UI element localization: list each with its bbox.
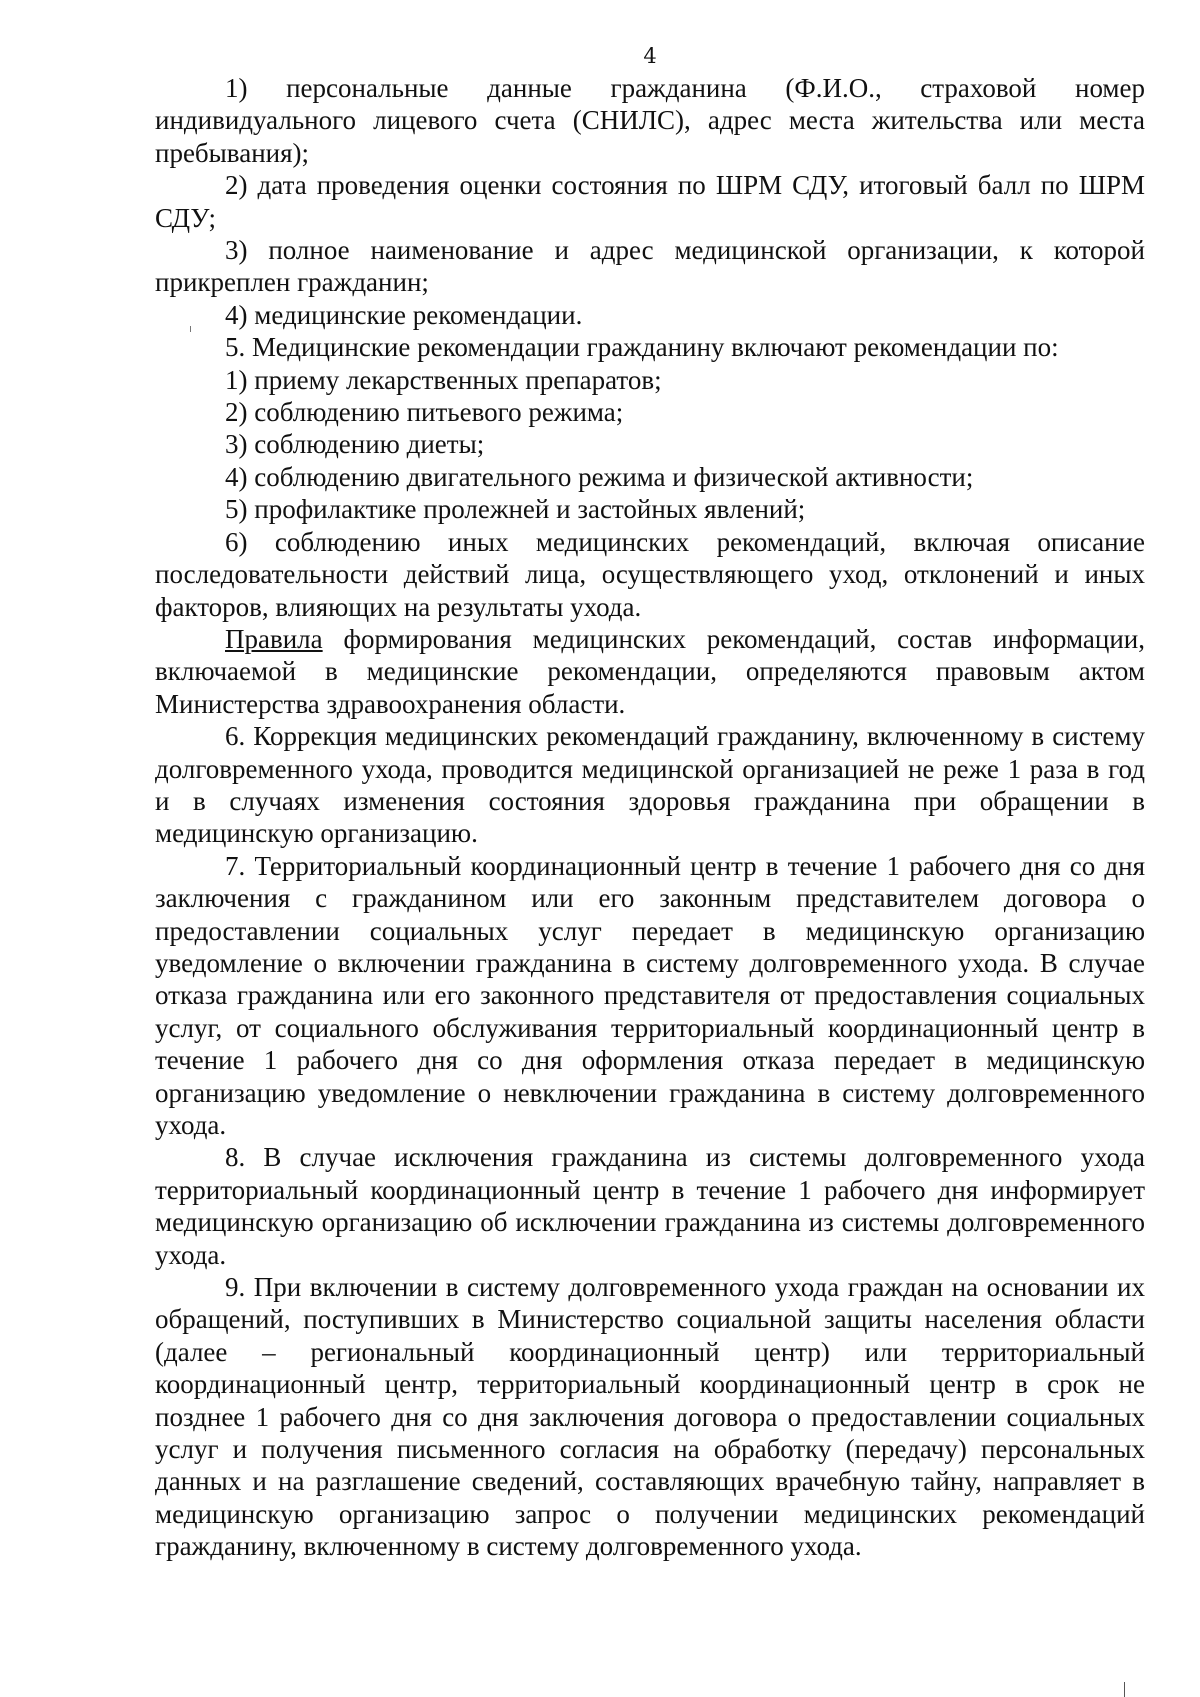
document-body (155, 72, 1145, 1563)
paragraph-recommendation-5: 5) профилактике пролежней и застойных явлений; (225, 494, 806, 525)
paragraph-section-9: 9. При включении в систему долговременного ухода граждан на основании их обращений, поступивших в Министерство социальной защиты населения области (далее – региональный координационный центр) или территориальный координационный центр, территориальный координационный центр в срок не позднее 1 рабочего дня со дня заключения договора о предоставлении социальных услуг и получения письменного согласия на обработку (передачу) персональных данных и на разглашение сведений, составляющих врачебную тайну, направляет в медицинскую организацию запрос о получении медицинских рекомендаций гражданину, включенному в систему долговременного ухода. (155, 1272, 1145, 1562)
paragraph-item-1: 1) персональные данные гражданина (Ф.И.О., страховой номер индивидуального лицевого счета (СНИЛС), адрес места жительства или места пребывания); (155, 73, 1145, 168)
paragraph-section-7: 7. Территориальный координационный центр в течение 1 рабочего дня со дня заключения с гражданином или его законным представителем договора о предоставлении социальных услуг передает в медицинскую организацию уведомление о включении гражданина в систему долговременного ухода. В случае отказа гражданина или его законного представителя от предоставления социальных услуг, от социального обслуживания территориальный координационный центр в течение 1 рабочего дня со дня оформления отказа передает в медицинскую организацию уведомление о невключении гражданина в систему долговременного ухода. (155, 850, 1145, 1140)
rules-link[interactable]: Правила (225, 623, 323, 654)
scan-mark-bottom (1124, 1682, 1125, 1697)
paragraph-item-3: 3) полное наименование и адрес медицинской организации, к которой прикреплен гражданин; (155, 235, 1145, 298)
paragraph-item-2: 2) дата проведения оценки состояния по ШРМ СДУ, итоговый балл по ШРМ СДУ; (155, 170, 1145, 233)
paragraph-recommendation-4: 4) соблюдению двигательного режима и физической активности; (225, 461, 974, 492)
paragraph-item-4: 4) медицинские рекомендации. (225, 299, 583, 330)
paragraph-section-6: 6. Коррекция медицинских рекомендаций гражданину, включенному в систему долговременного ухода, проводится медицинской организацией не реже 1 раза в год и в случаях изменения состояния здоровья гражданина при обращении в медицинскую организацию. (155, 721, 1145, 849)
paragraph-rules (155, 623, 1145, 720)
paragraph-recommendation-2: 2) соблюдению питьевого режима; (225, 397, 624, 428)
page-number: 4 (643, 44, 657, 68)
paragraph-recommendation-1: 1) приему лекарственных препаратов; (225, 364, 662, 395)
paragraph-recommendation-6: 6) соблюдению иных медицинских рекомендаций, включая описание последовательности действий лица, осуществляющего уход, отклонений и иных факторов, влияющих на результаты ухода. (155, 526, 1145, 622)
paragraph-section-8: 8. В случае исключения гражданина из системы долговременного ухода территориальный координационный центр в течение 1 рабочего дня информирует медицинскую организацию об исключении гражданина из системы долговременного ухода. (155, 1142, 1145, 1270)
paragraph-section-5: 5. Медицинские рекомендации гражданину включают рекомендации по: (225, 332, 1059, 363)
paragraph-recommendation-3: 3) соблюдению диеты; (225, 429, 485, 460)
rules-text: формирования медицинских рекомендаций, состав информации, включаемой в медицинские рекомендации, определяются правовым актом Министерства здравоохранения области. (155, 623, 1145, 719)
